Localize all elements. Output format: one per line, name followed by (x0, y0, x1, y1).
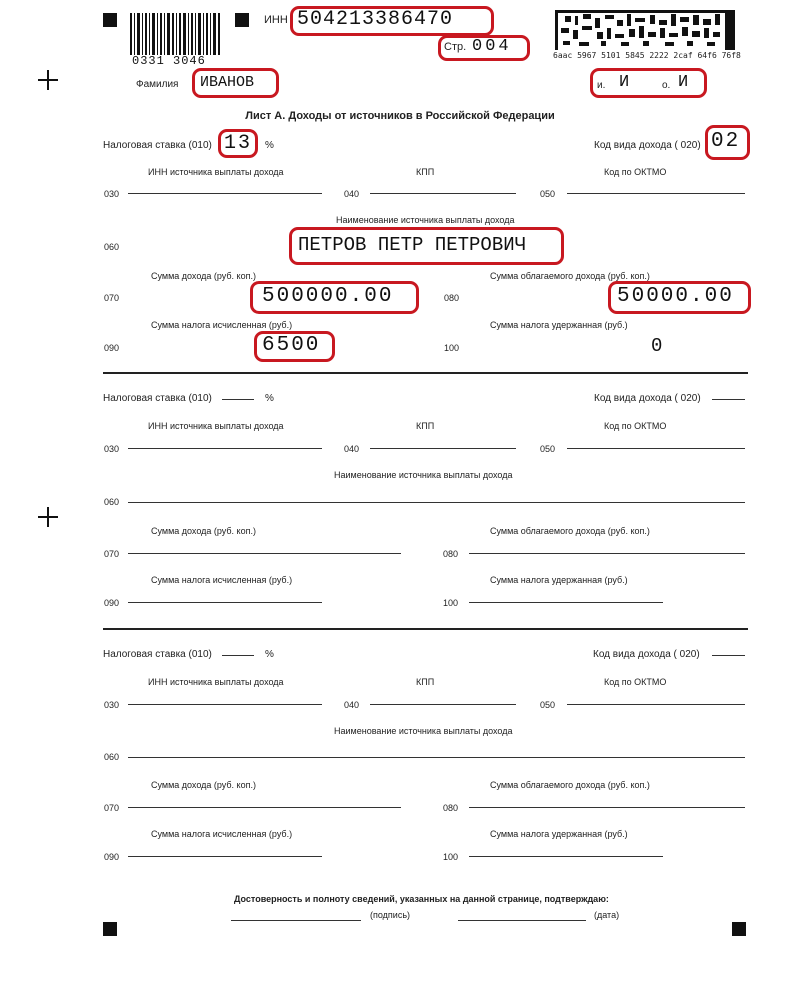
percent-label: % (265, 393, 274, 404)
taxable-sum-label: Сумма облагаемого дохода (руб. коп.) (490, 271, 650, 281)
signature-field[interactable] (231, 920, 361, 921)
inn-source-field[interactable] (128, 448, 322, 449)
registration-cross-icon (38, 507, 58, 527)
tax-withheld-label: Сумма налога удержанная (руб.) (490, 320, 628, 330)
row-code: 070 (104, 293, 120, 303)
tax-rate-field[interactable] (222, 655, 254, 656)
block-separator (103, 628, 748, 630)
percent-label: % (265, 649, 274, 660)
row-code: 100 (444, 343, 460, 353)
corner-marker (103, 922, 117, 936)
inn-source-field[interactable] (128, 193, 322, 194)
barcode-icon (130, 13, 220, 55)
tax-calc-field[interactable] (128, 602, 322, 603)
income-code-field[interactable] (712, 399, 745, 400)
row-code: 100 (443, 598, 459, 608)
oktmo-field[interactable] (567, 193, 745, 194)
income-sum-label: Сумма дохода (руб. коп.) (151, 780, 256, 790)
income-code-field[interactable] (712, 655, 745, 656)
income-code-label: Код вида дохода ( 020) (593, 649, 700, 660)
kpp-label: КПП (416, 421, 435, 431)
row-code: 060 (104, 497, 120, 507)
date-label: (дата) (594, 910, 620, 920)
tax-rate-label: Налоговая ставка (010) (103, 393, 212, 404)
row-code: 030 (104, 700, 120, 710)
row-code: 070 (104, 803, 120, 813)
row-code: 030 (104, 189, 120, 199)
data-matrix-text: 6aac 5967 5101 5845 2222 2caf 64f6 76f8 (553, 51, 741, 60)
inn-source-field[interactable] (128, 704, 322, 705)
row-code: 030 (104, 444, 120, 454)
row-code: 050 (540, 700, 556, 710)
row-code: 080 (443, 803, 459, 813)
initials-highlight (590, 68, 707, 98)
row-code: 040 (344, 444, 360, 454)
source-name-label: Наименование источника выплаты дохода (336, 215, 515, 225)
tax-calc-value: 6500 (262, 334, 321, 357)
sheet-title: Лист А. Доходы от источников в Российской Федерации (245, 110, 555, 122)
income-sum-field[interactable] (128, 807, 401, 808)
income-sum-value: 500000.00 (262, 285, 394, 308)
source-name-value: ПЕТРОВ ПЕТР ПЕТРОВИЧ (298, 234, 527, 256)
corner-marker (235, 13, 249, 27)
tax-calc-label: Сумма налога исчисленная (руб.) (151, 320, 293, 330)
taxable-sum-label: Сумма облагаемого дохода (руб. коп.) (490, 780, 650, 790)
block-separator (103, 372, 748, 374)
income-code-label: Код вида дохода ( 020) (594, 393, 701, 404)
row-code: 040 (344, 189, 360, 199)
income-sum-label: Сумма дохода (руб. коп.) (151, 526, 256, 536)
tax-withheld-label: Сумма налога удержанная (руб.) (490, 829, 628, 839)
tax-withheld-label: Сумма налога удержанная (руб.) (490, 575, 628, 585)
page-label: Стр. (444, 41, 467, 53)
kpp-field[interactable] (370, 448, 516, 449)
tax-withheld-field[interactable] (469, 602, 663, 603)
tax-calc-label: Сумма налога исчисленная (руб.) (151, 575, 293, 585)
kpp-field[interactable] (370, 704, 516, 705)
row-code: 060 (104, 242, 120, 252)
income-sum-label: Сумма дохода (руб. коп.) (151, 271, 256, 281)
oktmo-label: Код по ОКТМО (604, 167, 667, 177)
row-code: 060 (104, 752, 120, 762)
tax-rate-field[interactable] (222, 399, 254, 400)
initial-i-label: и. (597, 80, 606, 91)
barcode-number: 0331 3046 (132, 54, 206, 68)
income-code-label: Код вида дохода ( 020) (594, 140, 701, 151)
taxable-sum-label: Сумма облагаемого дохода (руб. коп.) (490, 526, 650, 536)
row-code: 040 (344, 700, 360, 710)
initial-i-value: И (619, 73, 630, 92)
row-code: 080 (443, 549, 459, 559)
row-code: 050 (540, 189, 556, 199)
row-code: 050 (540, 444, 556, 454)
inn-source-label: ИНН источника выплаты дохода (148, 677, 284, 687)
page-number: 004 (472, 37, 512, 56)
oktmo-field[interactable] (567, 448, 745, 449)
taxable-sum-field[interactable] (469, 553, 745, 554)
confirmation-text: Достоверность и полноту сведений, указанных на данной странице, подтверждаю: (234, 894, 609, 904)
date-field[interactable] (458, 920, 586, 921)
row-code: 090 (104, 852, 120, 862)
inn-label: ИНН (264, 14, 288, 26)
surname-value: ИВАНОВ (200, 74, 255, 91)
surname-label: Фамилия (136, 79, 179, 90)
tax-withheld-value: 0 (651, 335, 663, 357)
percent-label: % (265, 140, 274, 151)
initial-o-label: о. (662, 80, 671, 91)
tax-calc-field[interactable] (128, 856, 322, 857)
signature-label: (подпись) (370, 910, 411, 920)
tax-rate-label: Налоговая ставка (010) (103, 140, 212, 151)
corner-marker (732, 922, 746, 936)
source-name-field[interactable] (128, 502, 745, 503)
income-code-value: 02 (711, 130, 741, 153)
oktmo-field[interactable] (567, 704, 745, 705)
row-code: 080 (444, 293, 460, 303)
oktmo-label: Код по ОКТМО (604, 677, 667, 687)
registration-cross-icon (38, 70, 58, 90)
source-name-field[interactable] (128, 757, 745, 758)
source-name-label: Наименование источника выплаты дохода (334, 726, 513, 736)
income-sum-field[interactable] (128, 553, 401, 554)
oktmo-label: Код по ОКТМО (604, 421, 667, 431)
inn-source-label: ИНН источника выплаты дохода (148, 167, 284, 177)
row-code: 090 (104, 598, 120, 608)
corner-marker (103, 13, 117, 27)
kpp-label: КПП (416, 677, 435, 687)
source-name-label: Наименование источника выплаты дохода (334, 470, 513, 480)
tax-rate-label: Налоговая ставка (010) (103, 649, 212, 660)
kpp-label: КПП (416, 167, 435, 177)
data-matrix-code-icon (555, 10, 735, 50)
taxable-sum-field[interactable] (469, 807, 745, 808)
initial-o-value: И (678, 73, 689, 92)
inn-value: 504213386470 (297, 8, 454, 31)
taxable-sum-value: 50000.00 (617, 285, 734, 308)
row-code: 070 (104, 549, 120, 559)
tax-calc-label: Сумма налога исчисленная (руб.) (151, 829, 293, 839)
tax-rate-value: 13 (224, 132, 253, 155)
row-code: 090 (104, 343, 120, 353)
tax-withheld-field[interactable] (469, 856, 663, 857)
inn-source-label: ИНН источника выплаты дохода (148, 421, 284, 431)
row-code: 100 (443, 852, 459, 862)
kpp-field[interactable] (370, 193, 516, 194)
